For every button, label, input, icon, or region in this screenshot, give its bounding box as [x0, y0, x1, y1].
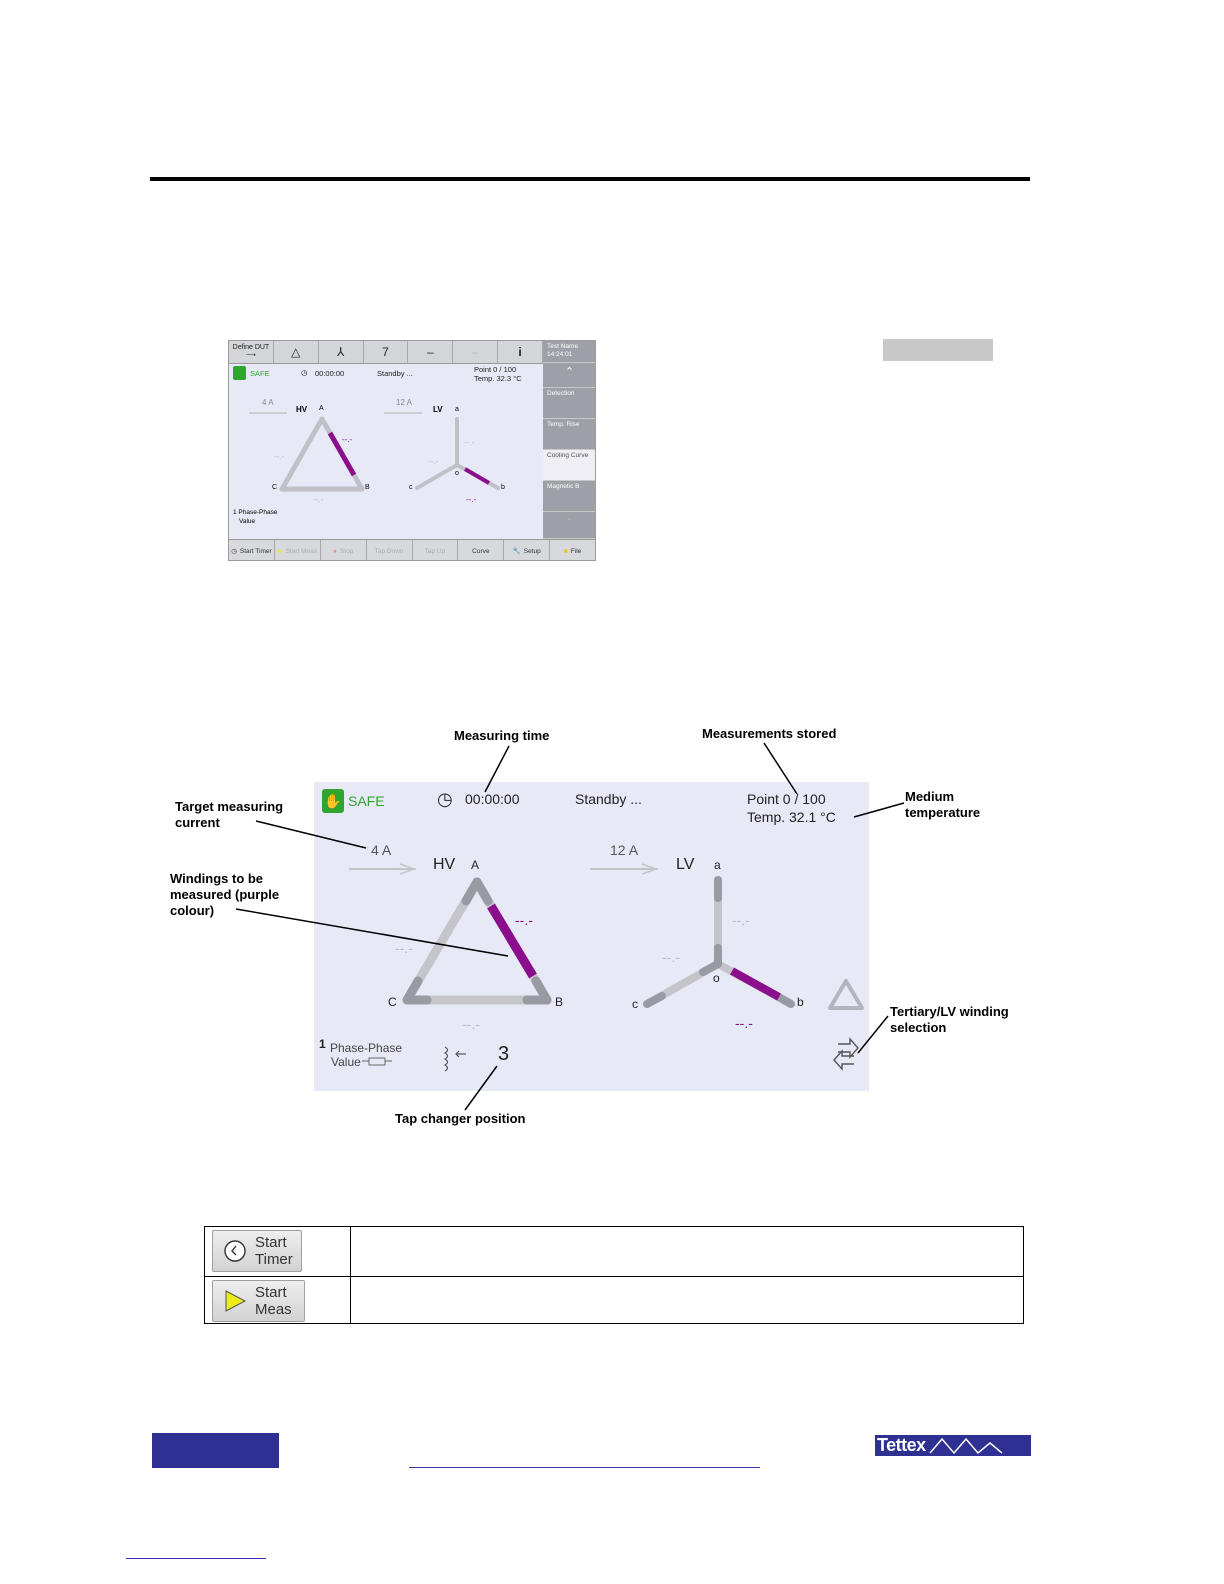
footer-underline: [409, 1467, 760, 1468]
small-time: 00:00:00: [315, 369, 345, 378]
start-meas-button[interactable]: [212, 1280, 305, 1322]
hv-value-ca: --.-: [395, 940, 413, 956]
small-vertex-la: a: [455, 406, 459, 413]
small-tap-down-button[interactable]: Tap Down: [367, 540, 413, 561]
small-vertex-lc: c: [409, 484, 413, 491]
table-row: [205, 1276, 1023, 1325]
tap-count-button[interactable]: 7: [364, 341, 409, 363]
small-phase-value: Value: [239, 518, 256, 525]
clock-icon: ◷: [437, 789, 453, 809]
info-button[interactable]: i: [498, 341, 543, 363]
start-meas-label-1: Start: [255, 1284, 287, 1301]
small-lv-label: LV: [433, 405, 443, 414]
vertex-A: A: [471, 858, 480, 872]
annotation-measuring-time: Measuring time: [454, 728, 550, 743]
vertex-C: C: [388, 995, 397, 1009]
define-dut-button[interactable]: Define DUT ⟶: [229, 341, 274, 363]
side-item-temp-rise[interactable]: Temp. Rise: [543, 419, 596, 450]
annotation-tertiary: Tertiary/LV winding selection: [890, 1004, 1009, 1035]
lv-current: 12 A: [610, 842, 639, 858]
logo-wave-icon: [926, 1435, 1006, 1456]
scroll-down-icon[interactable]: ⌄: [543, 512, 596, 539]
annotation-measurements-stored: Measurements stored: [702, 726, 837, 741]
scroll-up-icon[interactable]: ⌃: [543, 363, 596, 388]
safe-label: SAFE: [348, 793, 385, 809]
start-timer-label-1: Start: [255, 1234, 287, 1251]
vertex-B: B: [555, 995, 564, 1009]
vertex-a: a: [714, 858, 721, 872]
small-lv-value-b: --.-: [466, 495, 477, 504]
lv-value-a: --.-: [732, 912, 750, 928]
side-item-detection[interactable]: Detection: [543, 388, 596, 419]
small-phase-note: 1 Phase-Phase: [233, 509, 278, 516]
dash-button-2[interactable]: –: [453, 341, 498, 363]
small-stop-button[interactable]: ● Stop: [321, 540, 367, 561]
vertex-c: c: [632, 997, 638, 1011]
vertex-o: o: [713, 971, 720, 985]
point-counter: Point 0 / 100: [747, 791, 826, 807]
side-item-cooling-curve[interactable]: Cooling Curve: [543, 450, 596, 481]
small-hv-value-bc: --.-: [313, 495, 324, 504]
small-vertex-b: B: [365, 484, 370, 491]
tettex-logo: [875, 1435, 1031, 1456]
small-file-button[interactable]: ■ File: [550, 540, 596, 561]
small-vertex-o: o: [455, 470, 459, 477]
small-tap-up-button[interactable]: Tap Up: [413, 540, 459, 561]
side-item-magnetic-b[interactable]: Magnetic B: [543, 481, 596, 512]
footer-underline-2: [126, 1558, 266, 1559]
small-lv-current: 12 A: [396, 398, 413, 407]
dash-button-1[interactable]: –: [408, 341, 453, 363]
vertex-b: b: [797, 995, 804, 1009]
hv-label: HV: [433, 856, 456, 873]
hand-icon: ✋: [322, 789, 344, 813]
annotation-target-current: Target measuring current: [175, 799, 284, 830]
annotation-medium-temperature: Medium temperature: [905, 789, 981, 820]
hv-current: 4 A: [371, 842, 392, 858]
lv-label: LV: [676, 856, 695, 873]
small-curve-button[interactable]: Curve: [458, 540, 504, 561]
phase-value-label: Value: [331, 1055, 361, 1069]
hv-value-bc: --.-: [462, 1016, 480, 1032]
small-setup-button[interactable]: 🔧 Setup: [504, 540, 550, 561]
phase-footnote-number: 1: [319, 1037, 326, 1051]
small-hv-value-ca: --.-: [274, 452, 285, 461]
small-start-meas-button[interactable]: ▶ Start Meas: [275, 540, 321, 561]
small-vertex-a: A: [319, 405, 324, 412]
lv-value-b: --.-: [735, 1015, 753, 1031]
small-state: Standby ...: [377, 369, 413, 378]
clock-icon: [223, 1239, 247, 1263]
small-lv-value-a: --.-: [464, 438, 475, 447]
small-vertex-lb: b: [501, 484, 505, 491]
status-text: Standby ...: [575, 791, 642, 807]
small-hv-value-ab: --.-: [342, 435, 353, 444]
start-timer-label-2: Timer: [255, 1251, 293, 1268]
footer-blue-block: [152, 1433, 279, 1468]
annotation-tap-changer: Tap changer position: [395, 1111, 526, 1126]
hv-value-ab: --.-: [515, 912, 533, 928]
annotation-windings: Windings to be measured (purple colour): [170, 871, 280, 918]
small-vertex-c: C: [272, 484, 278, 491]
measuring-time-value: 00:00:00: [465, 791, 520, 807]
temperature-value: Temp. 32.1 °C: [747, 809, 836, 825]
small-point: Point 0 / 100: [474, 365, 517, 374]
start-meas-label-2: Meas: [255, 1301, 292, 1318]
test-name-item[interactable]: Test Name 14:24:01: [543, 341, 596, 363]
wye-button[interactable]: ⅄: [319, 341, 364, 363]
lv-value-c: --.-: [662, 949, 680, 965]
delta-button[interactable]: △: [274, 341, 319, 363]
small-hv-label: HV: [296, 405, 308, 414]
tap-position-value: 3: [498, 1043, 510, 1065]
phase-note: Phase-Phase: [330, 1041, 403, 1055]
small-start-timer-button[interactable]: ◷ Start Timer: [229, 540, 275, 561]
start-timer-button[interactable]: [212, 1230, 302, 1272]
small-lv-value-c: --.-: [428, 457, 439, 466]
small-safe-label: SAFE: [250, 369, 270, 378]
small-hv-current: 4 A: [262, 398, 274, 407]
small-temp: Temp. 32.3 °C: [474, 374, 522, 383]
play-icon: [223, 1289, 247, 1313]
table-row: [205, 1227, 1023, 1275]
button-description-table: [204, 1226, 1024, 1324]
logo-wordmark: Tettex: [877, 1435, 926, 1455]
small-clock-icon: ◷: [301, 368, 308, 377]
